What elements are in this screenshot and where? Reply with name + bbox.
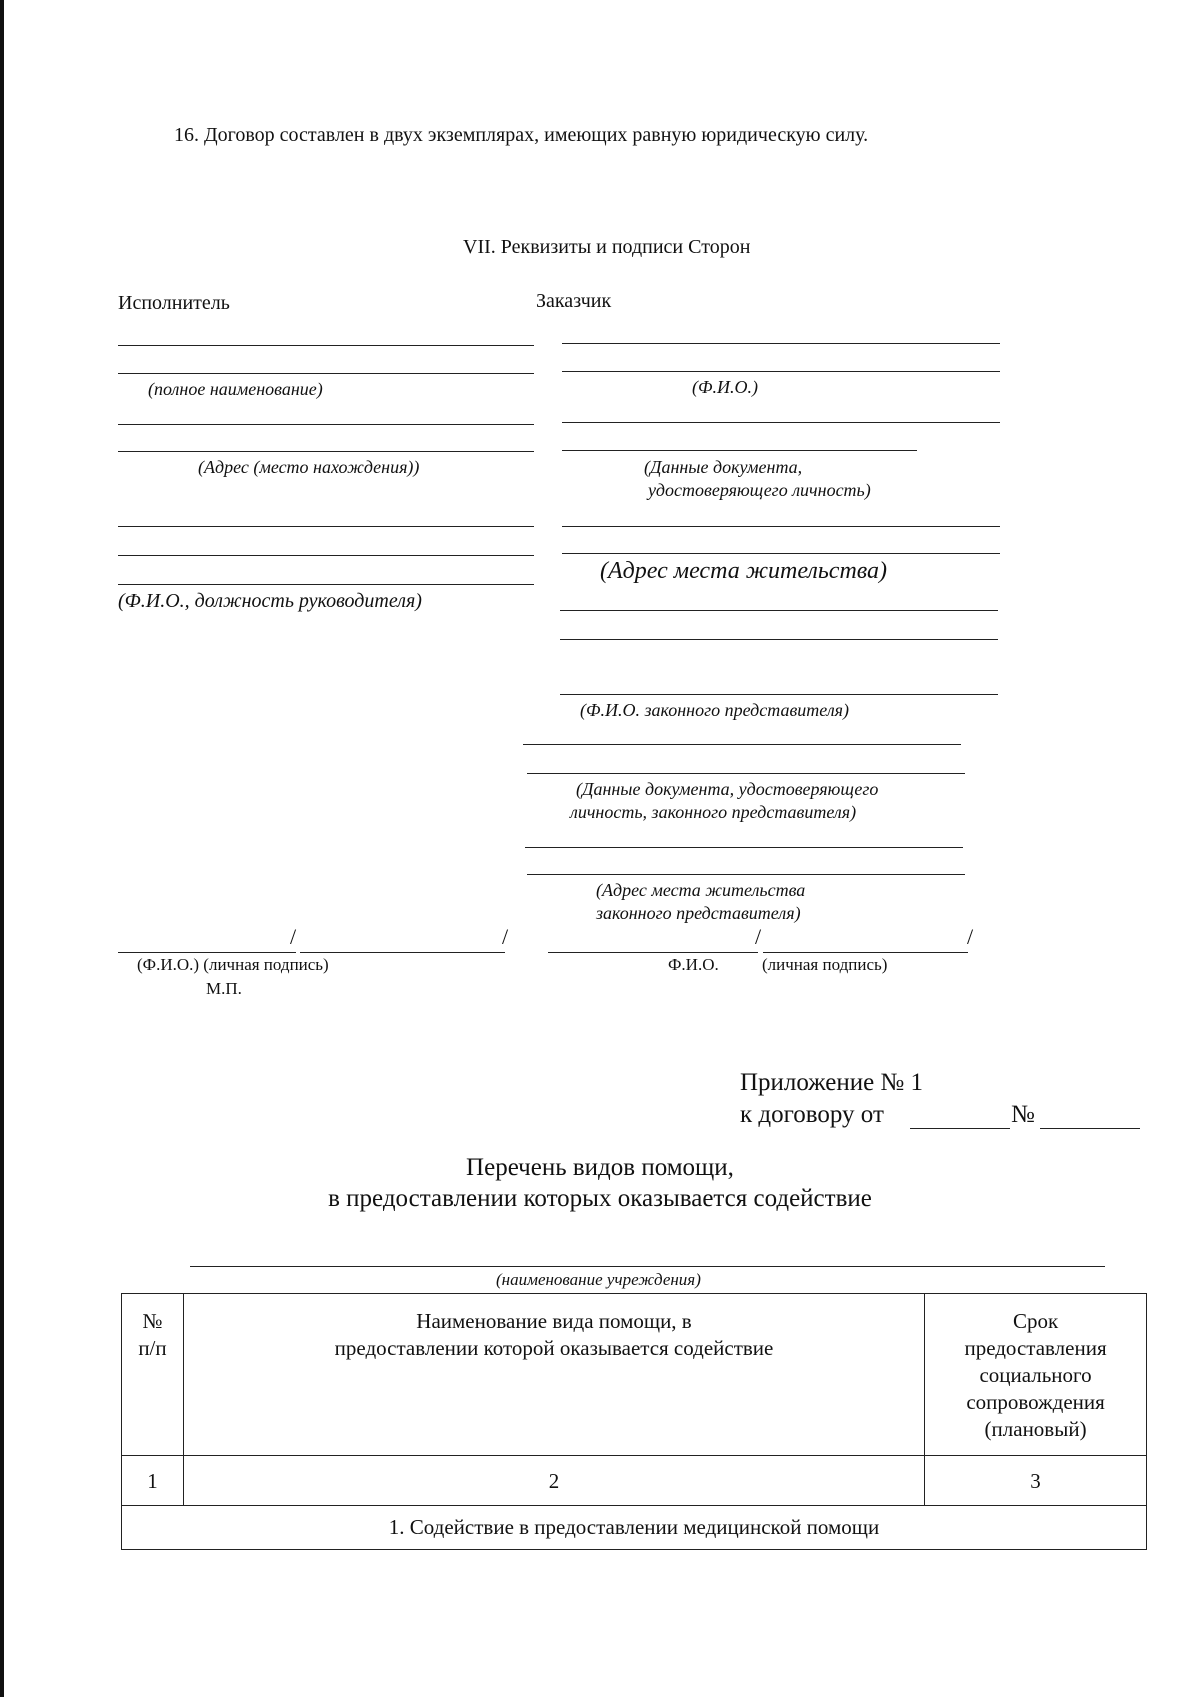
customer-line-3 (562, 422, 1000, 423)
col-name-header-line-2: предоставлении которой оказывается содействие (334, 1336, 774, 1360)
customer-line-6 (562, 553, 1000, 554)
customer-residence-caption: (Адрес места жительства) (600, 558, 888, 584)
executor-sign-slash-2: / (502, 924, 509, 949)
executor-heading: Исполнитель (118, 292, 230, 314)
customer-line-8 (560, 639, 998, 640)
institution-line (190, 1266, 1105, 1267)
customer-rep-address-caption-1: (Адрес места жительства (596, 880, 806, 900)
executor-head-line-1 (118, 526, 534, 527)
customer-line-10 (523, 744, 961, 745)
customer-line-9 (560, 694, 998, 695)
customer-sign-signature-caption: (личная подпись) (762, 955, 888, 974)
customer-line-2 (562, 371, 1000, 372)
col-term-header (925, 1294, 1147, 1456)
executor-sign-signature-line (300, 952, 505, 953)
col-term-header-line-1: Срок (1012, 1309, 1059, 1333)
col-term-header-line-4: сопровождения (966, 1390, 1105, 1414)
executor-address-caption: (Адрес (место нахождения)) (198, 457, 420, 477)
executor-full-name-caption: (полное наименование) (148, 379, 323, 399)
customer-sign-slash-2: / (967, 924, 974, 949)
table-section-row (122, 1506, 1147, 1550)
executor-address-line-2 (118, 451, 534, 452)
executor-head-line-2 (118, 555, 534, 556)
col-term-header-line-2: предоставления (964, 1336, 1107, 1360)
customer-sign-fio-line (548, 952, 758, 953)
customer-rep-fio-caption: (Ф.И.О. законного представителя) (580, 700, 850, 720)
institution-caption: (наименование учреждения) (496, 1270, 701, 1289)
executor-name-line-2 (118, 373, 534, 374)
col-term-index: 3 (925, 1456, 1147, 1506)
col-name-header (183, 1294, 924, 1456)
customer-sign-slash-1: / (755, 924, 762, 949)
customer-line-12 (525, 847, 963, 848)
customer-sign-fio-caption: Ф.И.О. (668, 955, 719, 974)
section-medical-assistance: 1. Содействие в предоставлении медицинской помощи (122, 1506, 1147, 1550)
executor-sign-caption: (Ф.И.О.) (личная подпись) (137, 955, 329, 974)
col-number-index: 1 (122, 1456, 184, 1506)
col-name-index: 2 (183, 1456, 924, 1506)
col-term-header-line-3: социального (979, 1363, 1092, 1387)
scan-edge (0, 0, 4, 1697)
clause-16: 16. Договор составлен в двух экземплярах, имеющих равную юридическую силу. (174, 124, 869, 146)
appendix-number-sign: № (1011, 1101, 1035, 1128)
section-title: VII. Реквизиты и подписи Сторон (463, 236, 751, 258)
assistance-table (121, 1293, 1147, 1550)
executor-address-line-1 (118, 424, 534, 425)
executor-sign-slash-1: / (290, 924, 297, 949)
customer-id-caption-1: (Данные документа, (644, 457, 803, 477)
customer-fio-caption: (Ф.И.О.) (692, 377, 758, 397)
table-numbering-row (122, 1456, 1147, 1506)
executor-sign-fio-line (118, 952, 296, 953)
customer-sign-signature-line (763, 952, 968, 953)
list-title-2: в предоставлении которых оказывается содействие (328, 1185, 872, 1212)
customer-line-1 (562, 343, 1000, 344)
table-header-row (122, 1294, 1147, 1456)
executor-head-line-3 (118, 584, 534, 585)
col-name-header-line-1: Наименование вида помощи, в (416, 1309, 692, 1333)
customer-line-5 (562, 526, 1000, 527)
col-number-header-line-1: № (142, 1309, 163, 1333)
customer-line-13 (527, 874, 965, 875)
appendix-line-1: Приложение № 1 (740, 1069, 924, 1096)
customer-heading: Заказчик (536, 290, 612, 312)
customer-id-caption-2: удостоверяющего личность) (648, 480, 871, 500)
stamp-label: М.П. (206, 979, 242, 998)
executor-head-caption: (Ф.И.О., должность руководителя) (118, 590, 422, 612)
customer-line-4 (562, 450, 917, 451)
customer-line-11 (527, 773, 965, 774)
list-title-1: Перечень видов помощи, (466, 1154, 734, 1181)
appendix-number-line (1040, 1128, 1140, 1129)
customer-rep-address-caption-2: законного представителя) (596, 903, 801, 923)
customer-rep-doc-caption-1: (Данные документа, удостоверяющего (576, 779, 879, 799)
customer-rep-doc-caption-2: личность, законного представителя) (570, 802, 857, 822)
customer-line-7 (560, 610, 998, 611)
executor-name-line-1 (118, 345, 534, 346)
col-number-header-line-2: п/п (138, 1336, 167, 1360)
appendix-date-line (910, 1128, 1010, 1129)
col-number-header (122, 1294, 184, 1456)
col-term-header-line-5: (плановый) (984, 1417, 1087, 1441)
appendix-line-2-prefix: к договору от (740, 1101, 884, 1128)
